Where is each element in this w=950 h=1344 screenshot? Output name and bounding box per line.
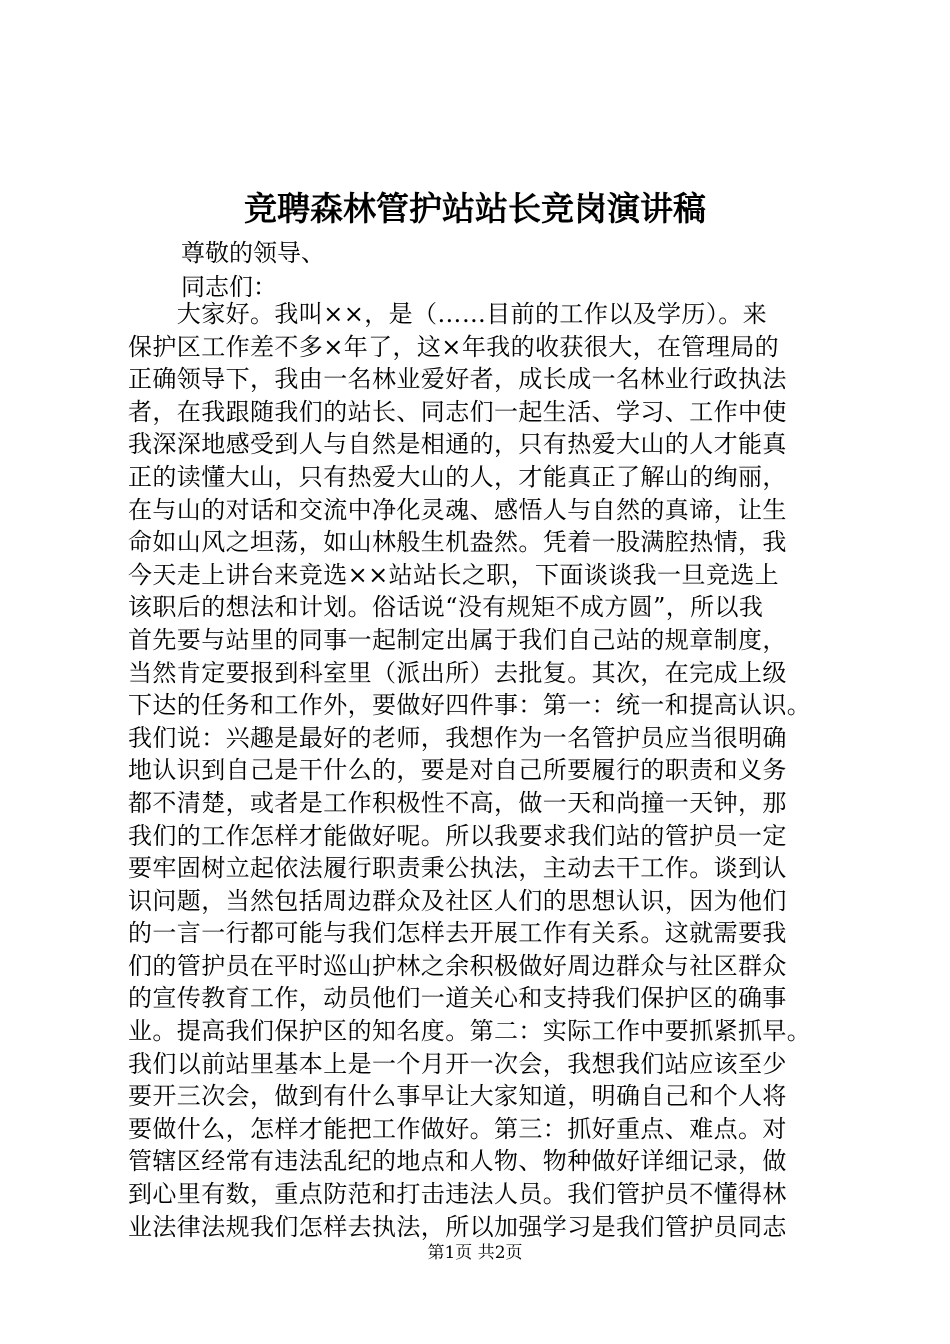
body-line: 管辖区经常有违法乱纪的地点和人物、物种做好详细记录，做 <box>128 1147 787 1176</box>
body-line: 业。提高我们保护区的知名度。第二：实际工作中要抓紧抓早。 <box>128 1017 812 1046</box>
body-line: 在与山的对话和交流中净化灵魂、感悟人与自然的真谛，让生 <box>128 495 787 524</box>
body-line: 的宣传教育工作，动员他们一道关心和支持我们保护区的确事 <box>128 984 787 1013</box>
body-line: 者，在我跟随我们的站长、同志们一起生活、学习、工作中使 <box>128 397 787 426</box>
body-line: 要开三次会，做到有什么事早让大家知道，明确自己和个人将 <box>128 1082 787 1111</box>
body-line: 正的读懂大山，只有热爱大山的人，才能真正了解山的绚丽， <box>128 462 787 491</box>
salutation-line: 同志们： <box>181 273 277 301</box>
body-line: 我们的工作怎样才能做好呢。所以我要求我们站的管护员一定 <box>128 821 787 850</box>
body-line: 的一言一行都可能与我们怎样去开展工作有关系。这就需要我 <box>128 919 787 948</box>
body-line: 都不清楚，或者是工作积极性不高，做一天和尚撞一天钟，那 <box>128 788 787 817</box>
body-line: 到心里有数，重点防范和打击违法人员。我们管护员不懂得林 <box>128 1180 787 1209</box>
body-line: 正确领导下，我由一名林业爱好者，成长成一名林业行政执法 <box>128 365 787 394</box>
body-line: 首先要与站里的同事一起制定出属于我们自己站的规章制度， <box>128 625 787 654</box>
body-line: 们的管护员在平时巡山护林之余积极做好周边群众与社区群众 <box>128 951 787 980</box>
body-line: 保护区工作差不多×年了，这×年我的收获很大，在管理局的 <box>128 332 780 361</box>
body-line: 我们说：兴趣是最好的老师，我想作为一名管护员应当很明确 <box>128 723 787 752</box>
body-paragraph <box>128 298 858 1243</box>
body-line: 识问题，当然包括周边群众及社区人们的思想认识，因为他们 <box>128 886 787 915</box>
body-line: 我深深地感受到人与自然是相通的，只有热爱大山的人才能真 <box>128 430 787 459</box>
body-line: 今天走上讲台来竞选××站站长之职，下面谈谈我一旦竞选上 <box>128 560 780 589</box>
salutation-line: 尊敬的领导、 <box>181 239 325 267</box>
body-line: 要牢固树立起依法履行职责秉公执法，主动去干工作。谈到认 <box>128 854 787 883</box>
body-line: 下达的任务和工作外，要做好四件事：第一：统一和提高认识。 <box>128 691 812 720</box>
body-line: 地认识到自己是干什么的，要是对自己所要履行的职责和义务 <box>128 756 787 785</box>
page-footer: 第1页 共2页 <box>427 1243 523 1263</box>
body-line: 我们以前站里基本上是一个月开一次会，我想我们站应该至少 <box>128 1049 787 1078</box>
body-line: 该职后的想法和计划。俗话说“没有规矩不成方圆”，所以我 <box>128 593 764 622</box>
document-title: 竞聘森林管护站站长竞岗演讲稿 <box>244 189 706 228</box>
body-line: 大家好。我叫××，是（……目前的工作以及学历）。来 <box>128 300 768 328</box>
body-line: 要做什么，怎样才能把工作做好。第三：抓好重点、难点。对 <box>128 1114 787 1143</box>
body-line: 命如山风之坦荡，如山林般生机盎然。凭着一股满腔热情，我 <box>128 528 787 557</box>
body-line: 业法律法规我们怎样去执法，所以加强学习是我们管护员同志 <box>128 1212 787 1241</box>
body-line: 当然肯定要报到科室里（派出所）去批复。其次，在完成上级 <box>128 658 787 687</box>
